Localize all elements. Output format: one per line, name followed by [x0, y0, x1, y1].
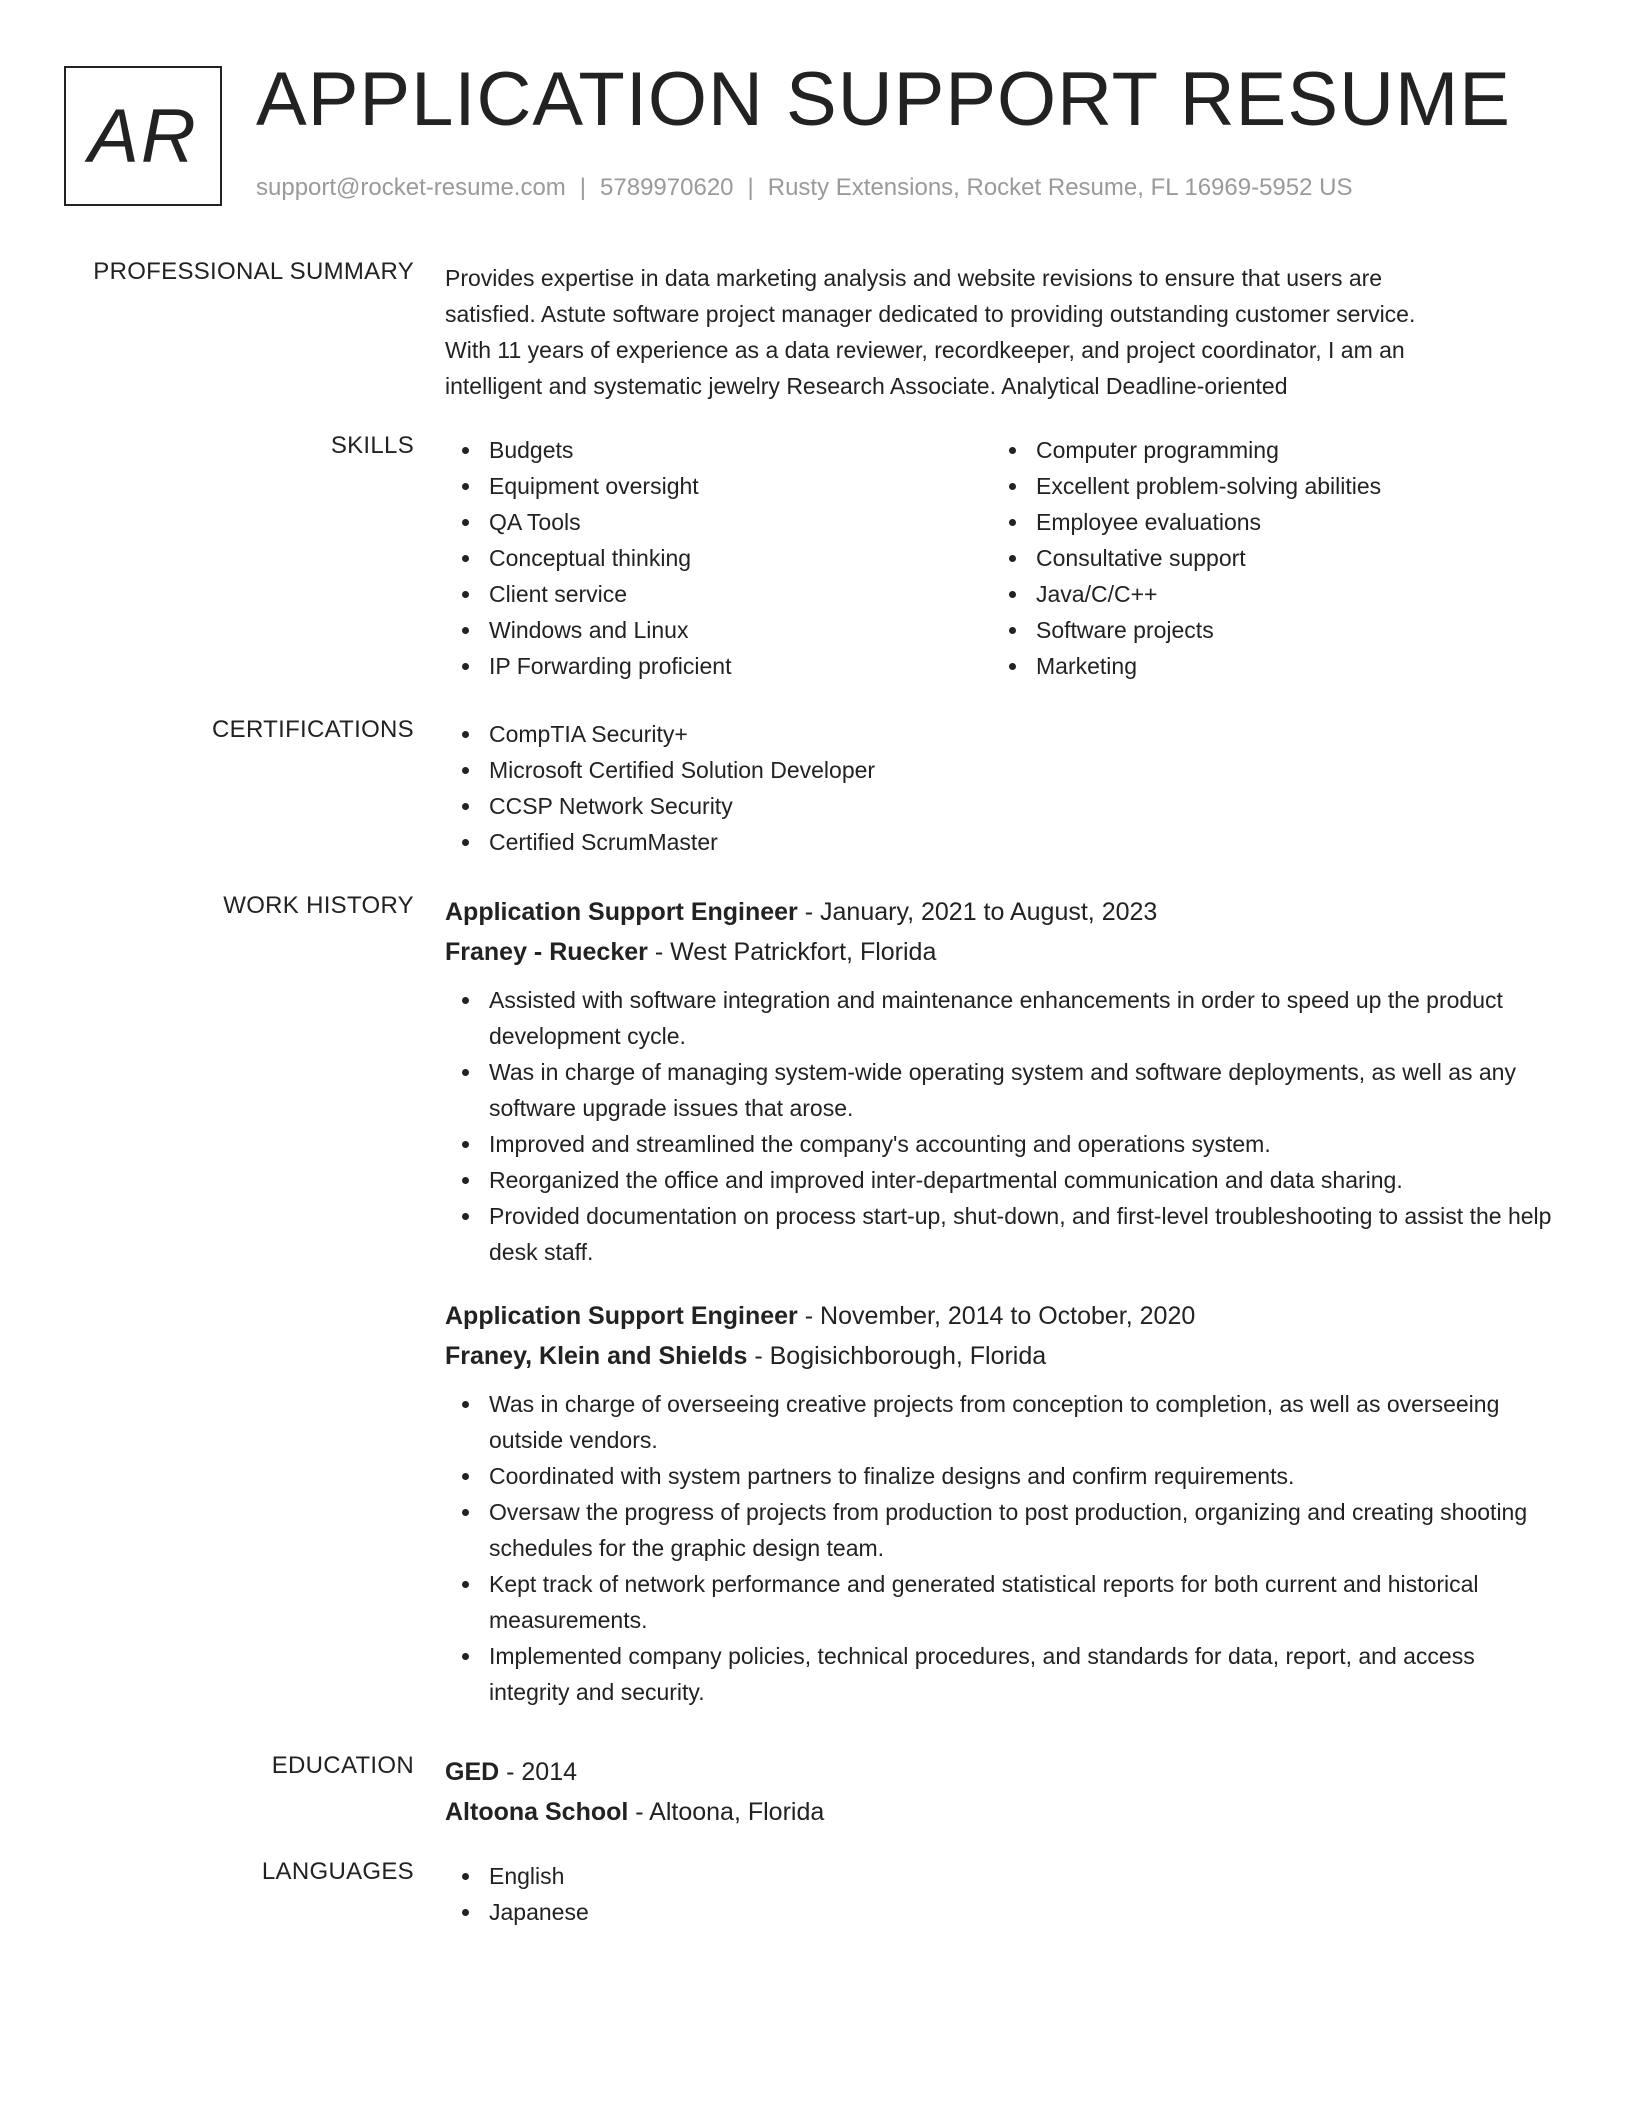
contact-phone: 5789970620: [600, 174, 734, 201]
job-company-line: [445, 932, 1555, 972]
job-bullet: Kept track of network performance and generated statistical reports for both current and historical measurements.: [445, 1566, 1555, 1638]
section-label-education: EDUCATION: [271, 1752, 414, 1779]
education-location: - Altoona, Florida: [628, 1798, 825, 1826]
job-bullet: Improved and streamlined the company's accounting and operations system.: [445, 1126, 1555, 1162]
job-bullets: [445, 982, 1555, 1270]
education-school: Altoona School: [445, 1798, 629, 1826]
job-title: Application Support Engineer: [445, 898, 798, 926]
job-bullet: Assisted with software integration and maintenance enhancements in order to speed up the product development cycle.: [445, 982, 1555, 1054]
job-title-line: [445, 1296, 1555, 1336]
job-title: Application Support Engineer: [445, 1302, 798, 1330]
job-location: - West Patrickfort, Florida: [647, 938, 937, 966]
certifications-list: [445, 716, 1555, 860]
skill-item: Marketing: [992, 648, 1539, 684]
skill-item: Software projects: [992, 612, 1539, 648]
section-label-summary: PROFESSIONAL SUMMARY: [93, 258, 414, 285]
summary-line: satisfied. Astute software project manager dedicated to providing outstanding customer service.: [445, 301, 1416, 327]
job-bullet: Reorganized the office and improved inter-departmental communication and data sharing.: [445, 1162, 1555, 1198]
contact-email: support@rocket-resume.com: [256, 174, 566, 201]
skills-body: [445, 432, 1555, 684]
section-label-work-history: WORK HISTORY: [223, 892, 414, 919]
page-title: APPLICATION SUPPORT RESUME: [256, 57, 1511, 142]
skill-item: Excellent problem-solving abilities: [992, 468, 1539, 504]
skill-item: Employee evaluations: [992, 504, 1539, 540]
section-label-skills: SKILLS: [330, 432, 414, 459]
skill-item: Computer programming: [992, 432, 1539, 468]
contact-separator: |: [579, 174, 587, 201]
job-bullets: [445, 1386, 1555, 1710]
certifications-body: [445, 716, 1555, 860]
work-history-body: [445, 892, 1555, 1710]
job-dates: - November, 2014 to October, 2020: [797, 1302, 1196, 1330]
contact-line: [256, 174, 1352, 202]
job-entry: [445, 1296, 1555, 1710]
job-bullet: Was in charge of overseeing creative projects from conception to completion, as well as overseeing outside vendors.: [445, 1386, 1555, 1458]
section-label-languages: LANGUAGES: [261, 1858, 414, 1885]
language-item: English: [445, 1858, 1555, 1894]
monogram-logo: AR: [64, 66, 222, 206]
education-school-line: [445, 1792, 1555, 1832]
skill-item: Windows and Linux: [445, 612, 992, 648]
contact-separator: |: [747, 174, 754, 201]
skills-list-left: [445, 432, 992, 684]
summary-body: [445, 258, 1555, 404]
skill-item: Conceptual thinking: [445, 540, 992, 576]
summary-line: intelligent and systematic jewelry Research Associate. Analytical Deadline-oriented: [445, 373, 1288, 399]
job-company: Franey, Klein and Shields: [445, 1342, 748, 1370]
job-company: Franey - Ruecker: [445, 938, 648, 966]
education-degree: GED: [445, 1758, 500, 1786]
education-degree-line: [445, 1752, 1555, 1792]
job-dates: - January, 2021 to August, 2023: [797, 898, 1158, 926]
skill-item: IP Forwarding proficient: [445, 648, 992, 684]
language-item: Japanese: [445, 1894, 1555, 1930]
summary-line: With 11 years of experience as a data reviewer, recordkeeper, and project coordinator, I am an: [445, 337, 1405, 363]
languages-body: [445, 1858, 1555, 1930]
certification-item: Certified ScrumMaster: [445, 824, 1555, 860]
summary-text: [445, 258, 1555, 404]
job-entry: [445, 892, 1555, 1270]
job-bullet: Coordinated with system partners to finalize designs and confirm requirements.: [445, 1458, 1555, 1494]
section-label-certifications: CERTIFICATIONS: [212, 716, 414, 743]
education-year: - 2014: [499, 1758, 578, 1786]
skill-item: Consultative support: [992, 540, 1539, 576]
skill-item: Budgets: [445, 432, 992, 468]
skill-item: Equipment oversight: [445, 468, 992, 504]
contact-address: Rusty Extensions, Rocket Resume, FL 16969-5952 US: [767, 174, 1353, 201]
certification-item: CCSP Network Security: [445, 788, 1555, 824]
summary-line: Provides expertise in data marketing analysis and website revisions to ensure that users are: [445, 265, 1383, 291]
job-bullet: Oversaw the progress of projects from production to post production, organizing and creating shooting schedules for the graphic design team.: [445, 1494, 1555, 1566]
job-bullet: Was in charge of managing system-wide operating system and software deployments, as well as any software upgrade issues that arose.: [445, 1054, 1555, 1126]
skill-item: QA Tools: [445, 504, 992, 540]
certification-item: Microsoft Certified Solution Developer: [445, 752, 1555, 788]
job-bullet: Implemented company policies, technical procedures, and standards for data, report, and access integrity and security.: [445, 1638, 1555, 1710]
certification-item: CompTIA Security+: [445, 716, 1555, 752]
job-bullet: Provided documentation on process start-up, shut-down, and first-level troubleshooting to assist the help desk staff.: [445, 1198, 1555, 1270]
languages-list: [445, 1858, 1555, 1930]
skills-list-right: [992, 432, 1539, 684]
job-location: - Bogisichborough, Florida: [747, 1342, 1047, 1370]
education-body: [445, 1752, 1555, 1832]
job-title-line: [445, 892, 1555, 932]
skill-item: Java/C/C++: [992, 576, 1539, 612]
job-company-line: [445, 1336, 1555, 1376]
skill-item: Client service: [445, 576, 992, 612]
